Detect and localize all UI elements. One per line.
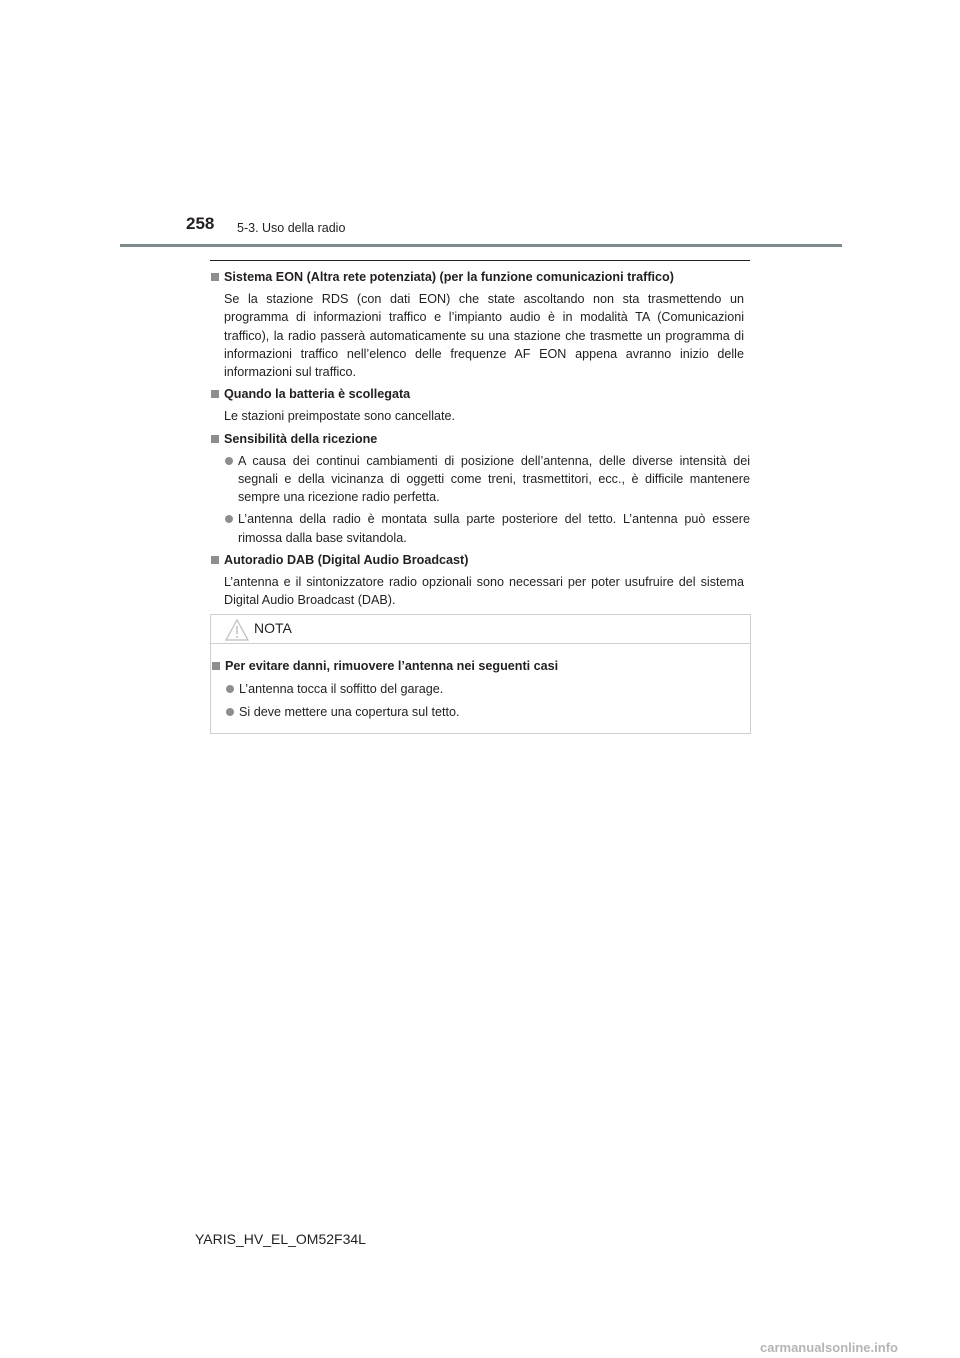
- content-rule: [210, 260, 750, 261]
- round-bullet-icon: [226, 685, 234, 693]
- main-content: [210, 268, 750, 613]
- section-heading-text: Sistema EON (Altra rete potenziata) (per la funzione comunicazioni traffico): [224, 270, 674, 284]
- nota-label: NOTA: [254, 620, 292, 636]
- round-bullet-icon: [225, 515, 233, 523]
- section-heading: [210, 430, 750, 448]
- section-heading: [210, 551, 750, 569]
- nota-heading: [211, 657, 750, 675]
- list-item-text: L’antenna della radio è montata sulla parte posteriore del tetto. L’antenna può essere rimossa dalla base svitandola.: [238, 512, 750, 545]
- square-bullet-icon: [212, 662, 220, 670]
- round-bullet-icon: [225, 457, 233, 465]
- list-item-text: L’antenna tocca il soffitto del garage.: [239, 682, 444, 696]
- list-item: [211, 680, 750, 698]
- round-bullet-icon: [226, 708, 234, 716]
- section-paragraph: Se la stazione RDS (con dati EON) che state ascoltando non sta trasmettendo un programma di informazioni traffico e l’impianto audio è in modalità TA (Comunicazioni traffico), la radio passerà automaticamente su una stazione che trasmette un programma di informazioni traffico nell’elenco delle frequenze AF EON appena avranno inizio delle informazioni sul traffico.: [224, 292, 744, 380]
- section-heading-text: Quando la batteria è scollegata: [224, 387, 411, 402]
- section-heading-text: Autoradio DAB (Digital Audio Broadcast): [224, 552, 469, 567]
- watermark: carmanualsonline.info: [760, 1340, 898, 1355]
- document-code: YARIS_HV_EL_OM52F34L: [195, 1231, 366, 1247]
- warning-triangle-icon: [225, 619, 249, 646]
- section-heading-text: Sensibilità della ricezione: [224, 431, 378, 446]
- section-title: 5-3. Uso della radio: [237, 221, 346, 235]
- list-item-text: A causa dei continui cambiamenti di posizione dell’antenna, delle diverse intensità dei segnali e della vicinanza di oggetti come treni, trasmettitori, ecc., è difficile mantenere sempre una ricezione radio perfetta.: [238, 453, 750, 505]
- header-rule: [120, 244, 842, 247]
- nota-body: [211, 644, 750, 721]
- list-item: [210, 510, 750, 546]
- square-bullet-icon: [211, 273, 219, 281]
- nota-heading-text: Per evitare danni, rimuovere l’antenna nei seguenti casi: [225, 659, 559, 673]
- square-bullet-icon: [211, 390, 219, 398]
- list-item: [210, 452, 750, 507]
- nota-header: [211, 615, 750, 644]
- section-heading: [210, 385, 750, 403]
- section-paragraph: Le stazioni preimpostate sono cancellate.: [224, 409, 456, 424]
- square-bullet-icon: [211, 435, 219, 443]
- section-heading: [210, 268, 750, 286]
- square-bullet-icon: [211, 556, 219, 564]
- page-number: 258: [186, 214, 215, 233]
- section-paragraph: L’antenna e il sintonizzatore radio opzionali sono necessari per poter usufruire del sistema Digital Audio Broadcast (DAB).: [224, 575, 744, 608]
- list-item: [211, 703, 750, 721]
- nota-box: [210, 614, 751, 734]
- list-item-text: Si deve mettere una copertura sul tetto.: [239, 705, 460, 719]
